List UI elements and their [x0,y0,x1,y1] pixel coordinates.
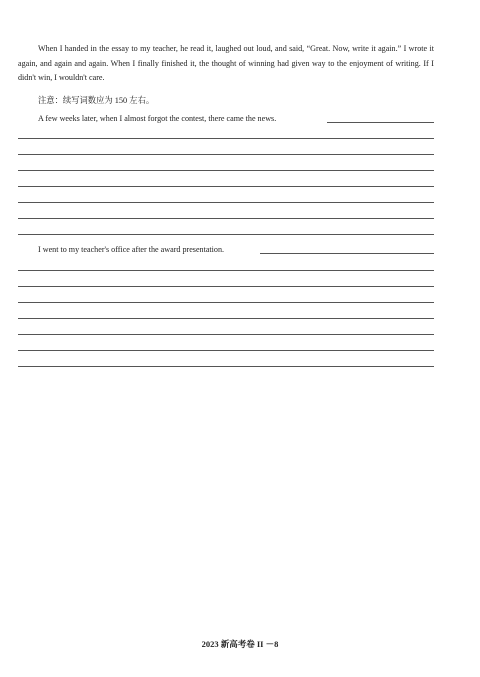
paragraph1-answer-line[interactable] [18,234,434,235]
passage-paragraph [18,42,434,86]
paragraph1-answer-line[interactable] [18,154,434,155]
paragraph1-opener: A few weeks later, when I almost forgot the contest, there came the news. [38,114,277,123]
paragraph2-answer-line[interactable] [18,334,434,335]
paragraph2-answer-line-first[interactable] [260,253,434,254]
paragraph1-answer-line[interactable] [18,218,434,219]
paragraph2-answer-line[interactable] [18,366,434,367]
paragraph1-answer-line[interactable] [18,138,434,139]
paragraph2-answer-line[interactable] [18,270,434,271]
paragraph2-opener: I went to my teacher's office after the award presentation. [38,245,225,254]
page-footer: 2023 新高考卷 II －8 [201,639,279,649]
word-count-note: 注意：续写词数应为 150 左右。 [38,96,155,105]
paragraph1-answer-line[interactable] [18,186,434,187]
paragraph1-answer-line[interactable] [18,170,434,171]
paragraph2-answer-line[interactable] [18,350,434,351]
paragraph2-answer-line[interactable] [18,286,434,287]
paragraph1-answer-line[interactable] [18,202,434,203]
paragraph2-answer-line[interactable] [18,318,434,319]
passage-text: When I handed in the essay to my teacher, he read it, laughed out loud, and said, “Great. Now, write it again.” I wrote it again, and again and again. When I finally finished it, the thought of winning had given way to the enjoyment of writing. If I didn't win, I wouldn't care. [18,44,434,82]
paragraph1-answer-line-first[interactable] [327,122,434,123]
paragraph2-answer-line[interactable] [18,302,434,303]
